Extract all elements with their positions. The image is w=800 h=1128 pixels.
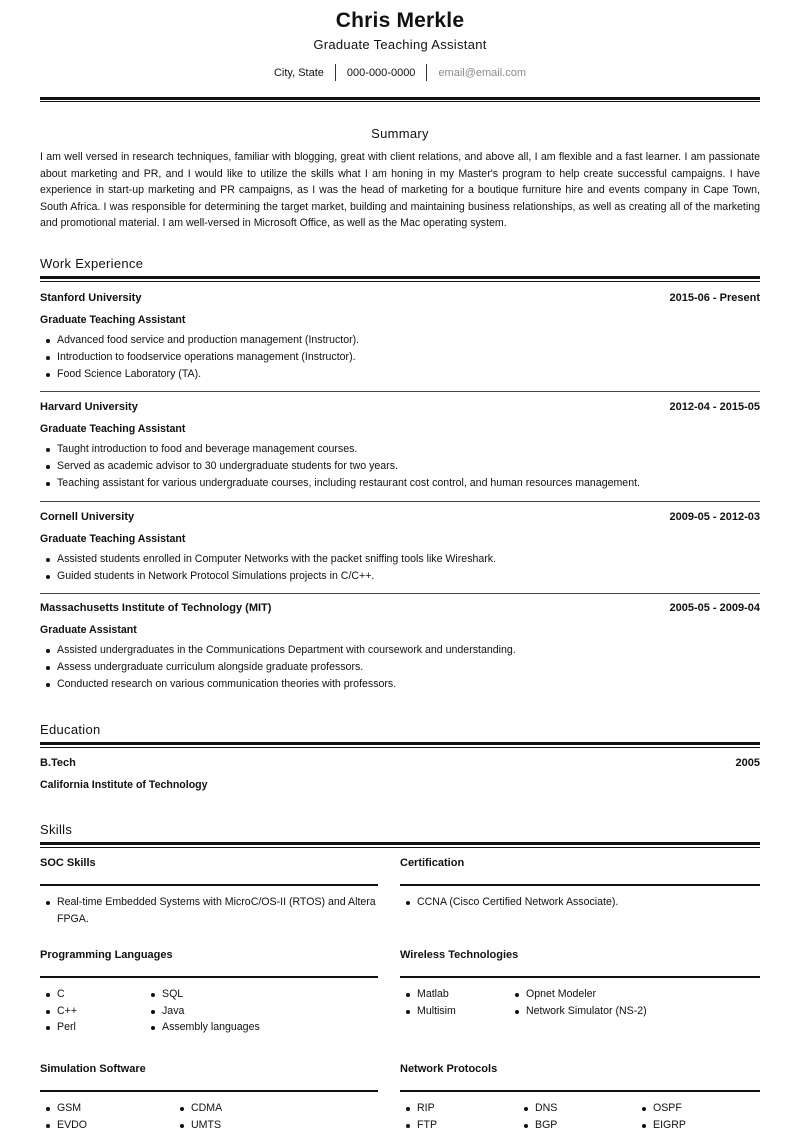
work-section-title: Work Experience [40,255,144,271]
skill-group-title: Programming Languages [40,948,173,961]
list-item: OSPF [636,1100,686,1117]
list-item: Taught introduction to food and beverage management courses. [40,441,760,458]
list-item: Guided students in Network Protocol Simulations projects in C/C++. [40,568,760,585]
list-item: Multisim [400,1003,509,1020]
list-item: EIGRP [636,1117,686,1128]
phone-text: 000-000-0000 [346,66,416,79]
skill-group-divider [40,884,378,886]
skill-group-divider [400,1090,760,1092]
skill-list [509,986,647,1020]
job-title: Graduate Assistant [40,624,137,637]
education-section-title: Education [40,721,101,737]
section-divider [40,742,760,748]
summary-text: I am well versed in research techniques, familiar with blogging, great with client relations, and above all, I am flexible and a fast learner. I am passionate about marketing and PR, and I would like to utilize the skills what I am honing in my Master's program to help create successful campaigns. I have experience in start-up marketing and PR campaigns, as I was the head of marketing for a boutique furniture hire and events company in Cape Town, South Africa. I was responsible for determining the target market, building and maintaining business relationships, as well as creating all of the marketing and promotional material. I am well-versed in Microsoft Office, as well as the Mac operating system. [40,151,760,230]
work-section [40,256,760,693]
list-item: SQL [145,986,260,1003]
list-item: CDMA [174,1100,222,1117]
duties-list [40,551,760,585]
resume-header [40,0,760,81]
work-entry [40,291,760,382]
employer-name: Stanford University [40,291,142,304]
skills-section-title: Skills [40,821,73,837]
graduation-year: 2005 [735,756,760,769]
list-item: BGP [518,1117,636,1128]
duties-list [40,642,760,692]
education-section [40,722,760,792]
skills-section [40,822,760,1128]
email-link[interactable]: email@email.com [438,66,527,79]
skill-list [636,1100,686,1128]
list-item: Conducted research on various communication theories with professors. [40,676,760,693]
header-divider [40,97,760,102]
skill-list [400,1100,518,1128]
skill-group-title: SOC Skills [40,856,96,869]
list-item: C [40,986,145,1003]
skill-list [400,894,618,911]
skills-grid [40,856,760,1128]
list-item: Introduction to foodservice operations management (Instructor). [40,349,760,366]
entry-divider [40,391,760,392]
list-item: Assisted undergraduates in the Communications Department with coursework and understanding. [40,642,760,659]
employment-dates: 2012-04 - 2015-05 [669,401,760,414]
job-title: Graduate Teaching Assistant [40,423,186,436]
list-item: Matlab [400,986,509,1003]
candidate-name: Chris Merkle [335,9,465,32]
list-item: GSM [40,1100,174,1117]
summary-section [40,126,760,232]
list-item: UMTS [174,1117,222,1128]
employment-dates: 2005-05 - 2009-04 [669,602,760,615]
list-item: RIP [400,1100,518,1117]
skill-list [40,1100,174,1128]
skill-group-simulation [40,1062,378,1128]
list-item: Teaching assistant for various undergraduate courses, including restaurant cost control, and human resources management. [40,475,760,492]
employer-name: Cornell University [40,510,135,523]
work-entry [40,601,760,692]
work-entry [40,400,760,491]
list-item: EVDO [40,1117,174,1128]
list-item: Real-time Embedded Systems with MicroC/OS-II (RTOS) and Altera FPGA. [40,894,378,928]
skill-list [145,986,260,1036]
list-item: CCNA (Cisco Certified Network Associate). [400,894,618,911]
skill-group-divider [40,1090,378,1092]
skill-group-programming [40,948,378,1062]
list-item: Perl [40,1019,145,1036]
duties-list [40,441,760,491]
job-title: Graduate Teaching Assistant [40,532,186,545]
contact-line [40,64,760,81]
employer-name: Harvard University [40,401,138,414]
skill-list [518,1100,636,1128]
list-item: DNS [518,1100,636,1117]
section-divider [40,276,760,282]
list-item: Advanced food service and production management (Instructor). [40,332,760,349]
skill-list [40,986,145,1036]
skill-group-title: Certification [400,856,465,869]
skill-group-network-protocols [400,1062,760,1128]
skill-list [40,894,378,928]
candidate-headline: Graduate Teaching Assistant [313,37,487,52]
employment-dates: 2015-06 - Present [669,291,760,304]
education-entry [40,756,760,792]
skill-group-title: Simulation Software [40,1062,146,1075]
job-title: Graduate Teaching Assistant [40,313,186,326]
degree-name: B.Tech [40,756,76,769]
skill-group-title: Network Protocols [400,1062,498,1075]
skill-group-divider [400,884,760,886]
list-item: Assisted students enrolled in Computer Networks with the packet sniffing tools like Wireshark. [40,551,760,568]
entry-divider [40,501,760,502]
school-name: California Institute of Technology [40,778,208,791]
duties-list [40,332,760,382]
list-item: Served as academic advisor to 30 undergraduate students for two years. [40,458,760,475]
summary-title: Summary [371,126,429,141]
skill-group-soc [40,856,378,948]
list-item: Opnet Modeler [509,986,647,1003]
list-item: Food Science Laboratory (TA). [40,366,760,383]
work-entry [40,510,760,585]
list-item: Assess undergraduate curriculum alongside graduate professors. [40,659,760,676]
skill-list [174,1100,222,1128]
skill-group-wireless [400,948,760,1062]
employment-dates: 2009-05 - 2012-03 [669,510,760,523]
skill-group-divider [400,976,760,978]
skill-list [400,986,509,1020]
skill-group-certification [400,856,760,948]
list-item: Network Simulator (NS-2) [509,1003,647,1020]
list-item: Assembly languages [145,1019,260,1036]
list-item: Java [145,1003,260,1020]
skill-group-divider [40,976,378,978]
section-divider [40,842,760,848]
entry-divider [40,593,760,594]
location-text: City, State [273,66,324,79]
employer-name: Massachusetts Institute of Technology (MIT) [40,602,272,615]
list-item: FTP [400,1117,518,1128]
skill-group-title: Wireless Technologies [400,948,519,961]
list-item: C++ [40,1003,145,1020]
